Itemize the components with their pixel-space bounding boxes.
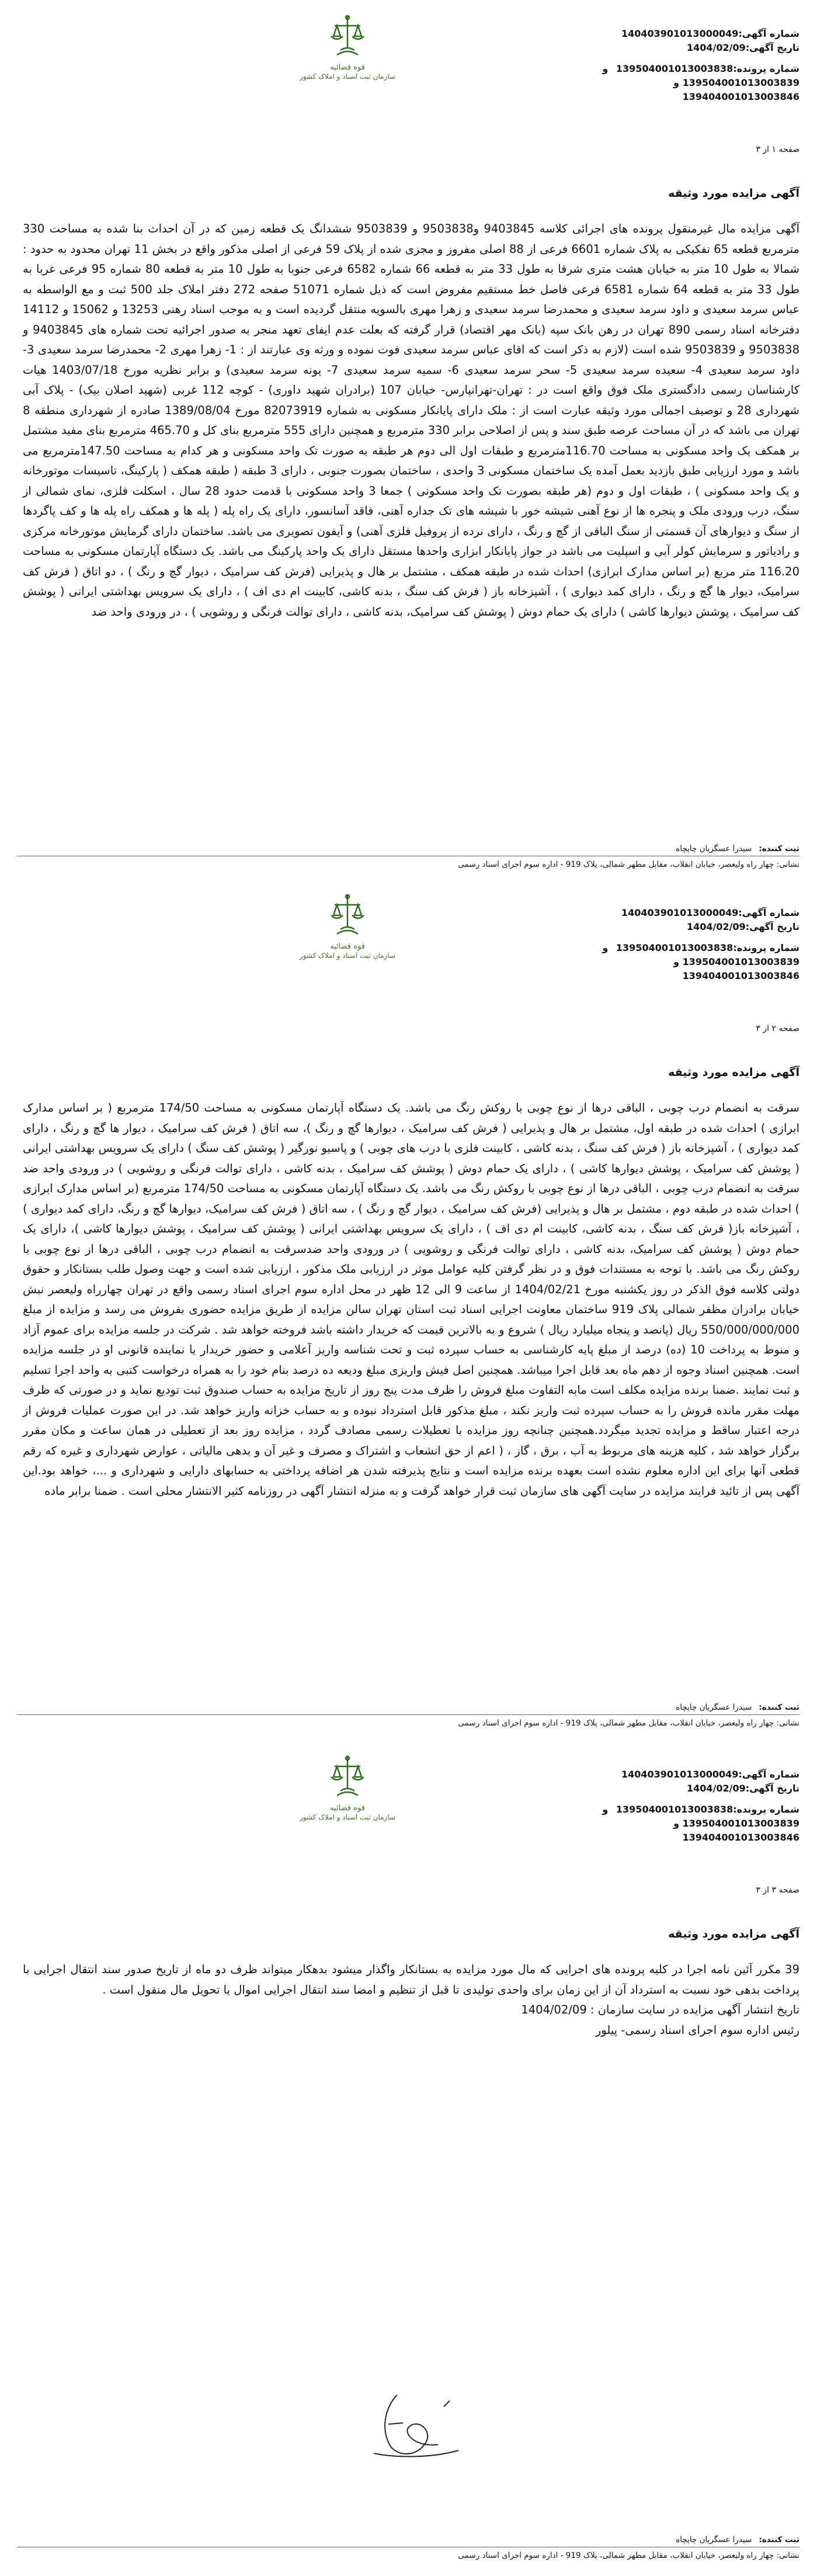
ad-date: 1404/02/09	[686, 921, 746, 932]
ad-date: 1404/02/09	[686, 1783, 746, 1794]
signatory-line: رئیس اداره سوم اجرای اسناد رسمی- پیلور	[595, 2023, 799, 2037]
case-number-3: 139404001013003846	[682, 970, 799, 981]
scales-emblem-icon	[329, 13, 366, 62]
ad-date-label: تاریخ آگهی:	[745, 921, 799, 932]
body-paragraph: 39 مکرر آئین نامه اجرا در کلیه پرونده های اجرایی که مال مورد مزایده به بستانکار واگذار میشود بدهکار میتواند ظرف دو ماه از تاریخ صدور سند انتقال اجرایی با پرداخت بدهی خود نسبت به استرداد آن از این زمان برای واحدی تولیدی تا قبل از تنظیم و امضا سند انتقال اجرایی اموال یا تحویل مال منقول است .	[23, 1963, 799, 1997]
footer-address: نشانی: چهار راه ولیعصر، خیابان انقلاب، مقابل مطهر شمالی، پلاک 919 - اداره سوم اجرای اسناد رسمی	[458, 1719, 799, 1728]
page-number: صفحه ۲ از ۳	[756, 1024, 799, 1033]
ad-number-label: شماره آگهی:	[738, 28, 799, 39]
page-footer	[17, 1703, 799, 1728]
page-title: آگهی مزایده مورد وثیقه	[668, 187, 799, 200]
case-number-1: 13950400101300383​8 و	[602, 1804, 733, 1815]
page-title: آگهی مزایده مورد وثیقه	[668, 1928, 799, 1940]
registrar-label: ثبت کننده:	[759, 2535, 799, 2544]
judiciary-emblem	[292, 13, 403, 81]
scales-emblem-icon	[329, 1754, 366, 1803]
publish-date-line: تاریخ انتشار آگهی مزایده در سایت سازمان : 1404/02/09	[521, 2003, 799, 2016]
ad-date: 1404/02/09	[686, 42, 746, 53]
case-number-1: 13950400101300383​8 و	[602, 942, 733, 953]
ad-body-text	[23, 219, 799, 622]
ad-number-label: شماره آگهی:	[738, 907, 799, 918]
judiciary-emblem	[292, 1754, 403, 1821]
case-number-3: 139404001013003846	[682, 91, 799, 102]
ad-meta	[602, 906, 799, 983]
case-label: شماره پرونده:	[733, 63, 799, 74]
page-number: صفحه ۳ از ۳	[756, 1886, 799, 1895]
case-number-1: 13950400101300383​8 و	[602, 63, 733, 74]
document-page-1	[0, 0, 817, 879]
registrar-name: سیدرا عسگریان چاپچاه	[676, 1703, 752, 1712]
page-number: صفحه ۱ از ۳	[756, 145, 799, 154]
page-footer	[17, 2535, 799, 2560]
case-number-2: 139504001013003839 و	[673, 956, 799, 967]
handwritten-signature	[362, 2383, 467, 2471]
emblem-line-2: سازمان ثبت اسناد و املاک کشور	[299, 1813, 396, 1821]
judiciary-emblem	[292, 892, 403, 960]
body-paragraph: آگهی مزایده مال غیرمنقول پرونده های اجرائی کلاسه 9403845 و9503838 و 9503839 ششدانگ یک قطعه زمین که در آن احداث بنا شده به مساحت 330 مترمربع قطعه 65 تفکیکی به پلاک شماره 6601 فرعی از 88 اصلی مفروز و مجزی شده از پلاک 59 فرعی از اصلی مذکور واقع در بخش 11 تهران محدود به حدود : شمالا به طول 10 متر به خیابان هشت متری شرقا به طول 33 متر به قطعه 66 شماره 6582 فرعی جنوبا به طول 10 متر به قطعه 80 شماره 95 فرعی غربا به طول 33 متر به قطعه 64 شماره 6581 فرعی فاصل خط مستقیم مفروض است که ذیل شماره 51071 صفحه 272 دفتر املاک جلد 500 ثبت و مع الواسطه به عباس سرمد سعیدی و داود سرمد سعیدی و محمدرضا سرمد سعیدی و زهرا مهری بالسویه منتقل گردیده است و به موجب اسناد رهنی 13253 و 15062 و 14112 دفترخانه اسناد رسمی 890 تهران در رهن بانک سپه (بانک مهر اقتصاد) قرار گرفته که بعلت عدم ایفای تعهد منجر به صدور اجرائیه تحت شماره های 9403845 و 9503838 و 9503839 شده است (لازم به ذکر است که اقای عباس سرمد سعیدی فوت نموده و ورثه وی عبارتند از : 1- زهرا مهری 2- محمدرضا سرمد سعیدی 3- داود سرمد سعیدی 4- سعیده سرمد سعیدی 5- سحر سرمد سعیدی 6- سمیه سرمد سعیدی 7- یونه سرمد سعیدی) و برابر نظریه مورخ 1403/07/18 هیات کارشناسان رسمی دادگستری ملک فوق واقع است در : تهران-تهرانپارس- خیابان 107 (برادران شهید داوری) - کوچه 112 غربی (شهید اصلان بیک) - پلاک آبی شهرداری 28 و توصیف اجمالی مورد وثیقه عبارت است از : ملک دارای پایانکار مسکونی به شماره 82073919 مورخ 1389/08/04 صادره از شهرداری منطقه 8 تهران می باشد که در آن مساحت عرصه طبق سند و پس از اصلاحی برابر 330 مترمربع و همچنین دارای 555 مترمربع بنای کل و 465.70 مترمربع بنای مفید مشتمل بر همکف یک واحد مسکونی به مساحت 116.70مترمربع و طبقات اول الی دوم هر طبقه به صورت تک واحد مسکونی و هر کدام به مساحت 147.50مترمربع می باشد و مورد ارزیابی طبق بازدید بعمل آمده یک ساختمان مسکونی 3 واحدی ، ساختمان بصورت جنوبی ، دارای 3 طبقه ( طبقه همکف ( پارکینگ، تاسیسات موتورخانه و یک واحد مسکونی ) ، طبقات اول و دوم (هر طبقه بصورت تک واحد مسکونی ) جمعا 3 واحد مسکونی با قدمت حدود 28 سال ، اسکلت فلزی، نمای شمالی از سنگ، درب ورودی ملک و پنجره ها از نوع آهنی شیشه خور با شیشه های تک جداره آهنی، فاقد آسانسور، دارای یک راه پله ( پله ها و همکف راه پله ها و کف پاگردها از سنگ و دیوارهای آن قسمتی از سنگ الباقی از گچ و رنگ ، دارای نرده از پروفیل فلزی آهنی) و آیفون تصویری می باشد. ساختمان دارای گرمایش موتورخانه مرکزی و رادیاتور و سرمایش کولر آبی و اسپلیت می باشد در جواز پایانکار ابزاری واحدها مستقل دارای یک واحد پارکینگ می باشد. یک دستگاه آپارتمان مسکونی به مساحت 116.20 متر مربع (بر اساس مدارک ابرازی) احداث شده در طبقه همکف ، مشتمل بر هال و پذیرایی (فرش کف سرامیک ، دیوار گچ و رنگ ) ، دو اتاق ( فرش کف سرامیک، دیوار ها گچ و رنگ ، دارای کمد دیواری ) ، آشپزخانه باز ( فرش کف سنگ ، بدنه کاشی، کابینت ام دی اف ) ، دارای یک سرویس بهداشتی ایرانی ( پوشش کف سرامیک ، پوشش دیوارها کاشی ) دارای یک حمام دوش ( پوشش کف سرامیک، بدنه کاشی ، دارای توالت فرنگی و روشویی ) ، در ورودی واحد ضد	[23, 222, 800, 619]
registrar-name: سیدرا عسگریان چاپچاه	[676, 844, 752, 853]
ad-number: 140403901013000049	[621, 1769, 739, 1780]
page-title: آگهی مزایده مورد وثیقه	[668, 1066, 799, 1079]
page-footer	[17, 844, 799, 869]
footer-address: نشانی: چهار راه ولیعصر، خیابان انقلاب، مقابل مطهر شمالی، پلاک 919 - اداره سوم اجرای اسناد رسمی	[458, 2551, 799, 2560]
case-label: شماره پرونده:	[733, 942, 799, 953]
ad-body-text	[23, 1098, 799, 1501]
ad-meta	[602, 1768, 799, 1845]
ad-date-label: تاریخ آگهی:	[745, 1783, 799, 1794]
emblem-line-2: سازمان ثبت اسناد و املاک کشور	[299, 952, 396, 960]
ad-date-label: تاریخ آگهی:	[745, 42, 799, 53]
case-number-2: 139504001013003839 و	[673, 77, 799, 88]
footer-address: نشانی: چهار راه ولیعصر، خیابان انقلاب، مقابل مطهر شمالی، پلاک 919 - اداره سوم اجرای اسناد رسمی	[458, 860, 799, 869]
registrar-name: سیدرا عسگریان چاپچاه	[676, 2535, 752, 2544]
footer-divider	[17, 1714, 799, 1715]
emblem-line-2: سازمان ثبت اسناد و املاک کشور	[299, 72, 396, 81]
emblem-line-1: قوه قضائيه	[330, 63, 365, 72]
body-paragraph: سرقت به انضمام درب چوبی ، الباقی درها از نوع چوبی با روکش رنگ می باشد. یک دستگاه آپارتمان مسکونی به مساحت 174/50 مترمربع ( بر اساس مدارک ابرازی ) احداث شده در طبقه اول، مشتمل بر هال و پذیرایی ( فرش کف سرامیک ، دیوارها گچ و رنگ )، سه اتاق ( فرش کف سرامیک ، دیوار ها گچ و رنگ ، دارای کمد دیواری ) ، آشپزخانه باز ( فرش کف سنگ ، بدنه کاشی ، کابینت فلزی با درب های چوبی ) و پاسیو نورگیر ( پوشش کف سنگ ) دارای یک سرویس بهداشتی ایرانی ( پوشش کف سرامیک ، پوشش دیوارها کاشی ) ، دارای یک حمام دوش ( پوشش کف سرامیک ، بدنه کاشی ، دارای توالت فرنگی و روشویی ) در ورودی واحد ضد سرقت به انضمام درب چوبی ، الباقی درها از نوع چوبی با روکش رنگ می باشد. یک دستگاه آپارتمان مسکونی به مساحت 174/50 مترمربع (بر اساس مدارک ابرازی ) احداث شده در طبقه دوم ، مشتمل بر هال و پذیرایی (فرش کف سرامیک ، دیوار گچ و رنگ ) ، سه اتاق ( فرش کف سرامیک، دیوارها گچ و رنگ، دارای کمد دیواری ) ، آشپزخانه باز( فرش کف سنگ ، بدنه کاشی، کابینت ام دی اف ) ، دارای یک سرویس بهداشتی ایرانی ( پوشش کف سرامیک ، پوشش دیوارها کاشی )، دارای یک حمام دوش ( پوشش کف سرامیک، بدنه کاشی ، دارای توالت فرنگی و روشویی ) در ورودی واحد ضدسرقت به انضمام درب چوبی ، الباقی درها از نوع چوبی با روکش رنگ می باشد. با توجه به مستندات فوق و در نظر گرفتن کلیه عوامل موثر در ارزیابی ملک مذکور ، ارزیابی شده است و جهت وصول طلب بستانکار و حقوق دولتی کلاسه فوق الذکر در روز یکشنبه مورخ 1404/02/21 از ساعت 9 الی 12 ظهر در محل اداره سوم اجرای اسناد رسمی واقع در تهران چهارراه ولیعصر نبش خیابان برادران مظفر شمالی پلاک 919 ساختمان معاونت اجرایی اسناد ثبت استان تهران سالن مزایده از طریق مزایده حضوری بفروش می رسد و مزایده از مبلغ 550/000/000/000 ریال (پانصد و پنجاه میلیارد ریال ) شروع و به بالاترین قیمت که خریدار داشته باشد فروخته خواهد شد . شرکت در جلسه مزایده برای عموم آزاد و منوط به پرداخت 10 (ده) درصد از مبلغ پایه کارشناسی به حساب سپرده ثبت و تحت شناسه واریز آعلامی و حضور خریدار یا نماینده قانونی او در جلسه مزایده است. همچنین اسناد وجوه از دهم ماه بعد قابل اجرا میباشد. همچنین اصل فیش واریزی مبلغ ودیعه ده درصد بنام خود را به همراه درخواست کتبی به واحد اجرا تسلیم و ثبت نمایند .ضمنا برنده مزایده مکلف است مابه التفاوت مبلغ فروش را ظرف مدت پنج روز از تاریخ مزایده به حساب صندوق ثبت تودیع نماید و در صورتی که ظرف مهلت مقرر مانده فروش را به حساب سپرده ثبت واریز نکند ، مبلغ مذکور قابل استرداد نبوده و به حساب خزانه واریز خواهد شد. در این صورت عملیات فروش از درجه اعتبار ساقط و مزایده تجدید میگردد.همچنین چنانچه روز مزایده با تعطیلات رسمی مصادف گردد ، مزایده روز بعد از تعطیلی در همان ساعت و مکان مقرر برگزار خواهد شد ، کلیه هزینه های مربوط به آب ، برق ، گاز ، ( اعم از حق انشعاب و اشتراک و مصرف و غیر آن و بدهی مالیاتی ، عوارض شهرداری و غیره که رقم قطعی آنها برای این اداره معلوم نشده است بعهده برنده مزایده است و نتایج پذیرفته شدن هر اضافه پرداختی به حسابهای دارایی و شهرداری و ...، خواهد بود.این آگهی پس از تائید فرایند مزایده در سایت آگهی های سازمان ثبت قرار خواهد گرفت و به منزله انتشار آگهی در روزنامه کثیر الانتشار محلی است . ضمنا برابر ماده	[23, 1101, 800, 1498]
case-number-2: 139504001013003839 و	[673, 1818, 799, 1829]
registrar-label: ثبت کننده:	[759, 844, 799, 853]
emblem-line-1: قوه قضائيه	[330, 1804, 365, 1813]
case-label: شماره پرونده:	[733, 1804, 799, 1815]
document-page-3	[0, 1741, 817, 2576]
registrar-label: ثبت کننده:	[759, 1703, 799, 1712]
case-number-3: 139404001013003846	[682, 1832, 799, 1843]
ad-meta	[602, 27, 799, 104]
emblem-line-1: قوه قضائيه	[330, 942, 365, 951]
scales-emblem-icon	[329, 892, 366, 941]
document-page-2	[0, 879, 817, 1741]
ad-body-text	[23, 1960, 799, 2040]
ad-number: 140403901013000049	[621, 28, 739, 39]
ad-number-label: شماره آگهی:	[738, 1769, 799, 1780]
ad-number: 140403901013000049	[621, 907, 739, 918]
